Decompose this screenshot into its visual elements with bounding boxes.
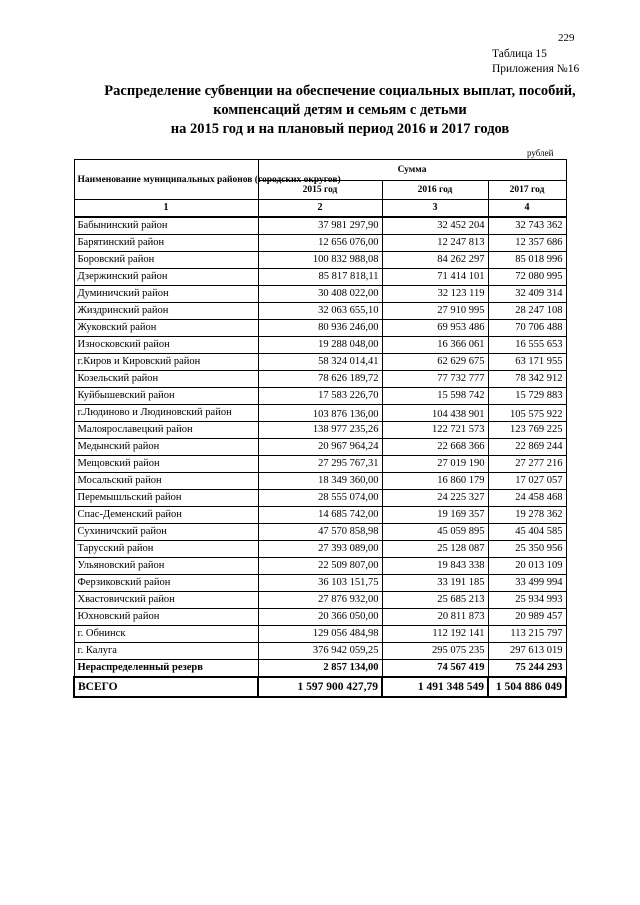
header-name: Наименование муниципальных районов (городских округов) [74,160,258,200]
index-cell: 4 [488,200,566,218]
amount-2015: 2 857 134,00 [258,660,382,678]
amount-2017: 24 458 468 [488,490,566,507]
index-cell: 1 [74,200,258,218]
table-row [74,609,566,626]
amount-2017: 72 080 995 [488,269,566,286]
table-row [74,354,566,371]
amount-2017: 105 575 922 [488,405,566,422]
table-reference [492,47,579,77]
title-line-2: компенсаций детям и семьям с детьми [213,102,467,118]
amount-2016: 27 910 995 [382,303,488,320]
amount-2015: 80 936 246,00 [258,320,382,337]
amount-2016: 27 019 190 [382,456,488,473]
amount-2016: 295 075 235 [382,643,488,660]
district-name: Спас-Деменский район [74,507,258,524]
amount-2015: 32 063 655,10 [258,303,382,320]
amount-2016: 71 414 101 [382,269,488,286]
index-row [74,200,566,218]
district-name: Бабынинский район [74,217,258,235]
title-line-3: на 2015 год и на плановый период 2016 и 2017 годов [170,121,510,137]
amount-2016: 1 491 348 549 [382,677,488,697]
amount-2017: 20 989 457 [488,609,566,626]
amount-2017: 75 244 293 [488,660,566,678]
amount-2015: 22 509 807,00 [258,558,382,575]
amount-2015: 27 393 089,00 [258,541,382,558]
amount-2015: 28 555 074,00 [258,490,382,507]
amount-2017: 85 018 996 [488,252,566,269]
amount-2015: 37 981 297,90 [258,217,382,235]
total-row [74,677,566,697]
amount-2015: 103 876 136,00 [258,405,382,422]
amount-2016: 32 452 204 [382,217,488,235]
amount-2017: 25 350 956 [488,541,566,558]
district-name: Ферзиковский район [74,575,258,592]
header-sum: Сумма [258,160,566,181]
document-title [60,82,620,139]
table-row [74,303,566,320]
amount-2015: 138 977 235,26 [258,422,382,439]
district-name: Жиздринский район [74,303,258,320]
amount-2017: 19 278 362 [488,507,566,524]
amount-2015: 17 583 226,70 [258,388,382,405]
district-name: Ульяновский район [74,558,258,575]
district-name: Юхновский район [74,609,258,626]
amount-2016: 62 629 675 [382,354,488,371]
table-row [74,405,566,422]
district-name: Куйбышевский район [74,388,258,405]
amount-2015: 27 295 767,31 [258,456,382,473]
table-row [74,439,566,456]
amount-2016: 74 567 419 [382,660,488,678]
table-row [74,235,566,252]
table-row [74,558,566,575]
district-name: Жуковский район [74,320,258,337]
table-row [74,490,566,507]
amount-2017: 22 869 244 [488,439,566,456]
header-year-2015: 2015 год [258,181,382,200]
amount-2017: 45 404 585 [488,524,566,541]
amount-2015: 58 324 014,41 [258,354,382,371]
appendix-number: Приложения №16 [492,63,580,75]
amount-2015: 376 942 059,25 [258,643,382,660]
amount-2016: 15 598 742 [382,388,488,405]
district-name: Хвастовичский район [74,592,258,609]
table-row [74,422,566,439]
district-name: Мосальский район [74,473,258,490]
amount-2016: 19 843 338 [382,558,488,575]
amount-2015: 85 817 818,11 [258,269,382,286]
amount-2015: 36 103 151,75 [258,575,382,592]
amount-2016: 104 438 901 [382,405,488,422]
table-row [74,643,566,660]
district-name: ВСЕГО [74,677,258,697]
amount-2017: 70 706 488 [488,320,566,337]
amount-2016: 20 811 873 [382,609,488,626]
amount-2017: 20 013 109 [488,558,566,575]
header-row [74,160,566,181]
table-row [74,252,566,269]
amount-2015: 18 349 360,00 [258,473,382,490]
amount-2016: 12 247 813 [382,235,488,252]
table-row [74,269,566,286]
amount-2016: 77 732 777 [382,371,488,388]
table-row [74,507,566,524]
district-name: г.Людиново и Людиновский район [74,405,258,422]
amount-2015: 129 056 484,98 [258,626,382,643]
amount-2017: 16 555 653 [488,337,566,354]
amount-2017: 25 934 993 [488,592,566,609]
table-row [74,456,566,473]
district-name: г. Калуга [74,643,258,660]
amount-2015: 27 876 932,00 [258,592,382,609]
table-row [74,592,566,609]
amount-2017: 33 499 994 [488,575,566,592]
amount-2015: 20 967 964,24 [258,439,382,456]
district-name: Мещовский район [74,456,258,473]
table-row [74,286,566,303]
amount-2016: 16 860 179 [382,473,488,490]
amount-2017: 17 027 057 [488,473,566,490]
amount-2016: 84 262 297 [382,252,488,269]
amount-2016: 45 059 895 [382,524,488,541]
amount-2015: 20 366 050,00 [258,609,382,626]
table-row [74,217,566,235]
amount-2016: 22 668 366 [382,439,488,456]
subvention-table [73,159,567,698]
amount-2017: 123 769 225 [488,422,566,439]
table-row [74,575,566,592]
header-year-2016: 2016 год [382,181,488,200]
page-number: 229 [558,32,575,44]
table-row [74,337,566,354]
table-row [74,541,566,558]
district-name: Малоярославецкий район [74,422,258,439]
amount-2017: 113 215 797 [488,626,566,643]
amount-2017: 12 357 686 [488,235,566,252]
table-row [74,524,566,541]
amount-2017: 1 504 886 049 [488,677,566,697]
district-name: Козельский район [74,371,258,388]
amount-2015: 78 626 189,72 [258,371,382,388]
amount-2016: 69 953 486 [382,320,488,337]
amount-2017: 27 277 216 [488,456,566,473]
amount-2016: 122 721 573 [382,422,488,439]
district-name: Думиничский район [74,286,258,303]
amount-2017: 15 729 883 [488,388,566,405]
amount-2015: 47 570 858,98 [258,524,382,541]
amount-2015: 100 832 988,08 [258,252,382,269]
amount-2016: 32 123 119 [382,286,488,303]
district-name: г.Киров и Кировский район [74,354,258,371]
index-cell: 2 [258,200,382,218]
amount-2015: 30 408 022,00 [258,286,382,303]
index-cell: 3 [382,200,488,218]
amount-2017: 32 743 362 [488,217,566,235]
district-name: Износковский район [74,337,258,354]
amount-2017: 78 342 912 [488,371,566,388]
table-row [74,371,566,388]
district-name: Перемышльский район [74,490,258,507]
table-row [74,473,566,490]
amount-2017: 297 613 019 [488,643,566,660]
amount-2017: 63 171 955 [488,354,566,371]
table-row [74,388,566,405]
amount-2015: 1 597 900 427,79 [258,677,382,697]
district-name: Барятинский район [74,235,258,252]
amount-2015: 12 656 076,00 [258,235,382,252]
amount-2017: 28 247 108 [488,303,566,320]
amount-2016: 112 192 141 [382,626,488,643]
district-name: Тарусский район [74,541,258,558]
title-line-1: Распределение субвенции на обеспечение социальных выплат, пособий, [104,83,576,99]
amount-2015: 19 288 048,00 [258,337,382,354]
amount-2016: 19 169 357 [382,507,488,524]
amount-2016: 16 366 061 [382,337,488,354]
district-name: Боровский район [74,252,258,269]
district-name: Нераспределенный резерв [74,660,258,678]
amount-2015: 14 685 742,00 [258,507,382,524]
amount-2016: 25 128 087 [382,541,488,558]
table-number: Таблица 15 [492,48,547,60]
amount-2016: 24 225 327 [382,490,488,507]
district-name: Медынский район [74,439,258,456]
table-row [74,320,566,337]
district-name: г. Обнинск [74,626,258,643]
district-name: Сухиничский район [74,524,258,541]
reserve-row [74,660,566,678]
table-row [74,626,566,643]
header-year-2017: 2017 год [488,181,566,200]
amount-2016: 25 685 213 [382,592,488,609]
amount-2017: 32 409 314 [488,286,566,303]
currency-unit: рублей [527,148,554,158]
amount-2016: 33 191 185 [382,575,488,592]
district-name: Дзержинский район [74,269,258,286]
